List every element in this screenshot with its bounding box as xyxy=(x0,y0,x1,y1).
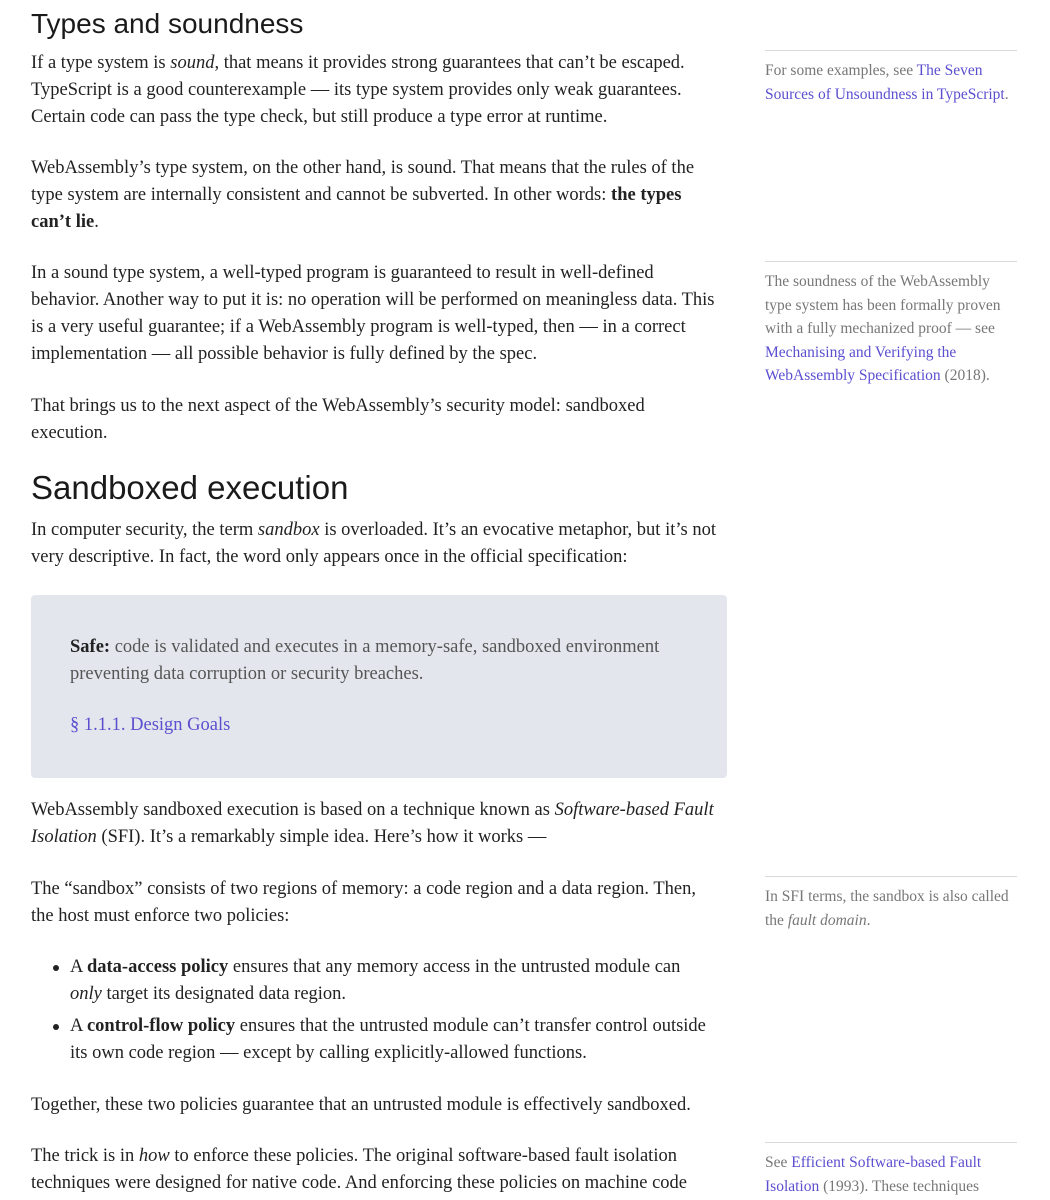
sidenote-unsoundness: For some examples, see The Seven Sources of Unsoundness in TypeScript. xyxy=(765,50,1017,106)
paragraph-soundness-definition: If a type system is sound, that means it provides strong guarantees that can’t be escaped. TypeScript is a good counterexample — its type system provides only weak guarantees. Certain code can pass the type check, but still produce a type error at runtime. xyxy=(31,53,685,127)
paragraph-next-aspect: That brings us to the next aspect of the WebAssembly’s security model: sandboxed execution. xyxy=(31,396,645,443)
bullet-icon xyxy=(53,965,59,971)
spec-quote-citation xyxy=(70,712,230,739)
sidenote-formal-proof: The soundness of the WebAssembly type system has been formally proven with a fully mechanized proof — see Mechanising and Verifying the WebAssembly Specification (2018). xyxy=(765,261,1017,388)
policies-list xyxy=(31,954,711,1072)
list-item-control-flow-policy: A control-flow policy ensures that the untrusted module can’t transfer control outside its own code region — except by calling explicitly-allowed functions. xyxy=(31,1013,711,1067)
paragraph-two-regions: The “sandbox” consists of two regions of memory: a code region and a data region. Then, the host must enforce two policies: xyxy=(31,879,696,926)
spec-quote-block xyxy=(31,595,727,778)
bullet-icon xyxy=(53,1024,59,1030)
paragraph-sandbox-term: In computer security, the term sandbox is overloaded. It’s an evocative metaphor, but it’s not very descriptive. In fact, the word only appears once in the official specification: xyxy=(31,520,716,567)
seven-sources-link[interactable]: The Seven Sources of Unsoundness in TypeScript xyxy=(765,62,1005,103)
paragraph-sfi: WebAssembly sandboxed execution is based on a technique known as Software-based Fault Isolation (SFI). It’s a remarkably simple idea. Here’s how it works — xyxy=(31,800,714,847)
paragraph-together: Together, these two policies guarantee that an untrusted module is effectively sandboxed. xyxy=(31,1095,691,1115)
paragraph-wasm-sound: WebAssembly’s type system, on the other hand, is sound. That means that the rules of the type system are internally consistent and cannot be subverted. In other words: the types can’t lie. xyxy=(31,158,695,232)
mechanising-verifying-link[interactable]: Mechanising and Verifying the WebAssembly Specification xyxy=(765,343,957,384)
efficient-sfi-link[interactable]: Efficient Software-based Fault Isolation xyxy=(765,1154,982,1195)
sidenote-fault-domain: In SFI terms, the sandbox is also called the fault domain. xyxy=(765,876,1017,932)
sidenote-efficient-sfi: See Efficient Software-based Fault Isolation (1993). These techniques xyxy=(765,1142,1017,1198)
spec-quote-text: Safe: code is validated and executes in a memory-safe, sandboxed environment preventing data corruption or security breaches. xyxy=(70,637,660,684)
paragraph-trick: The trick is in how to enforce these policies. The original software-based fault isolation techniques were designed for native code. And enforcing these policies on machine code xyxy=(31,1146,688,1193)
paragraph-well-typed: In a sound type system, a well-typed program is guaranteed to result in well-defined behavior. Another way to put it is: no operation will be performed on meaningless data. This is a very useful guarantee; if a WebAssembly program is well-typed, then — in a correct implementation — all possible behavior is fully defined by the spec. xyxy=(31,263,715,364)
list-item-data-access-policy: A data-access policy ensures that any memory access in the untrusted module can only target its designated data region. xyxy=(31,954,711,1008)
section-heading-sandbox: Sandboxed execution xyxy=(31,469,349,506)
section-heading-types: Types and soundness xyxy=(31,8,304,39)
design-goals-link[interactable]: § 1.1.1. Design Goals xyxy=(70,715,231,735)
